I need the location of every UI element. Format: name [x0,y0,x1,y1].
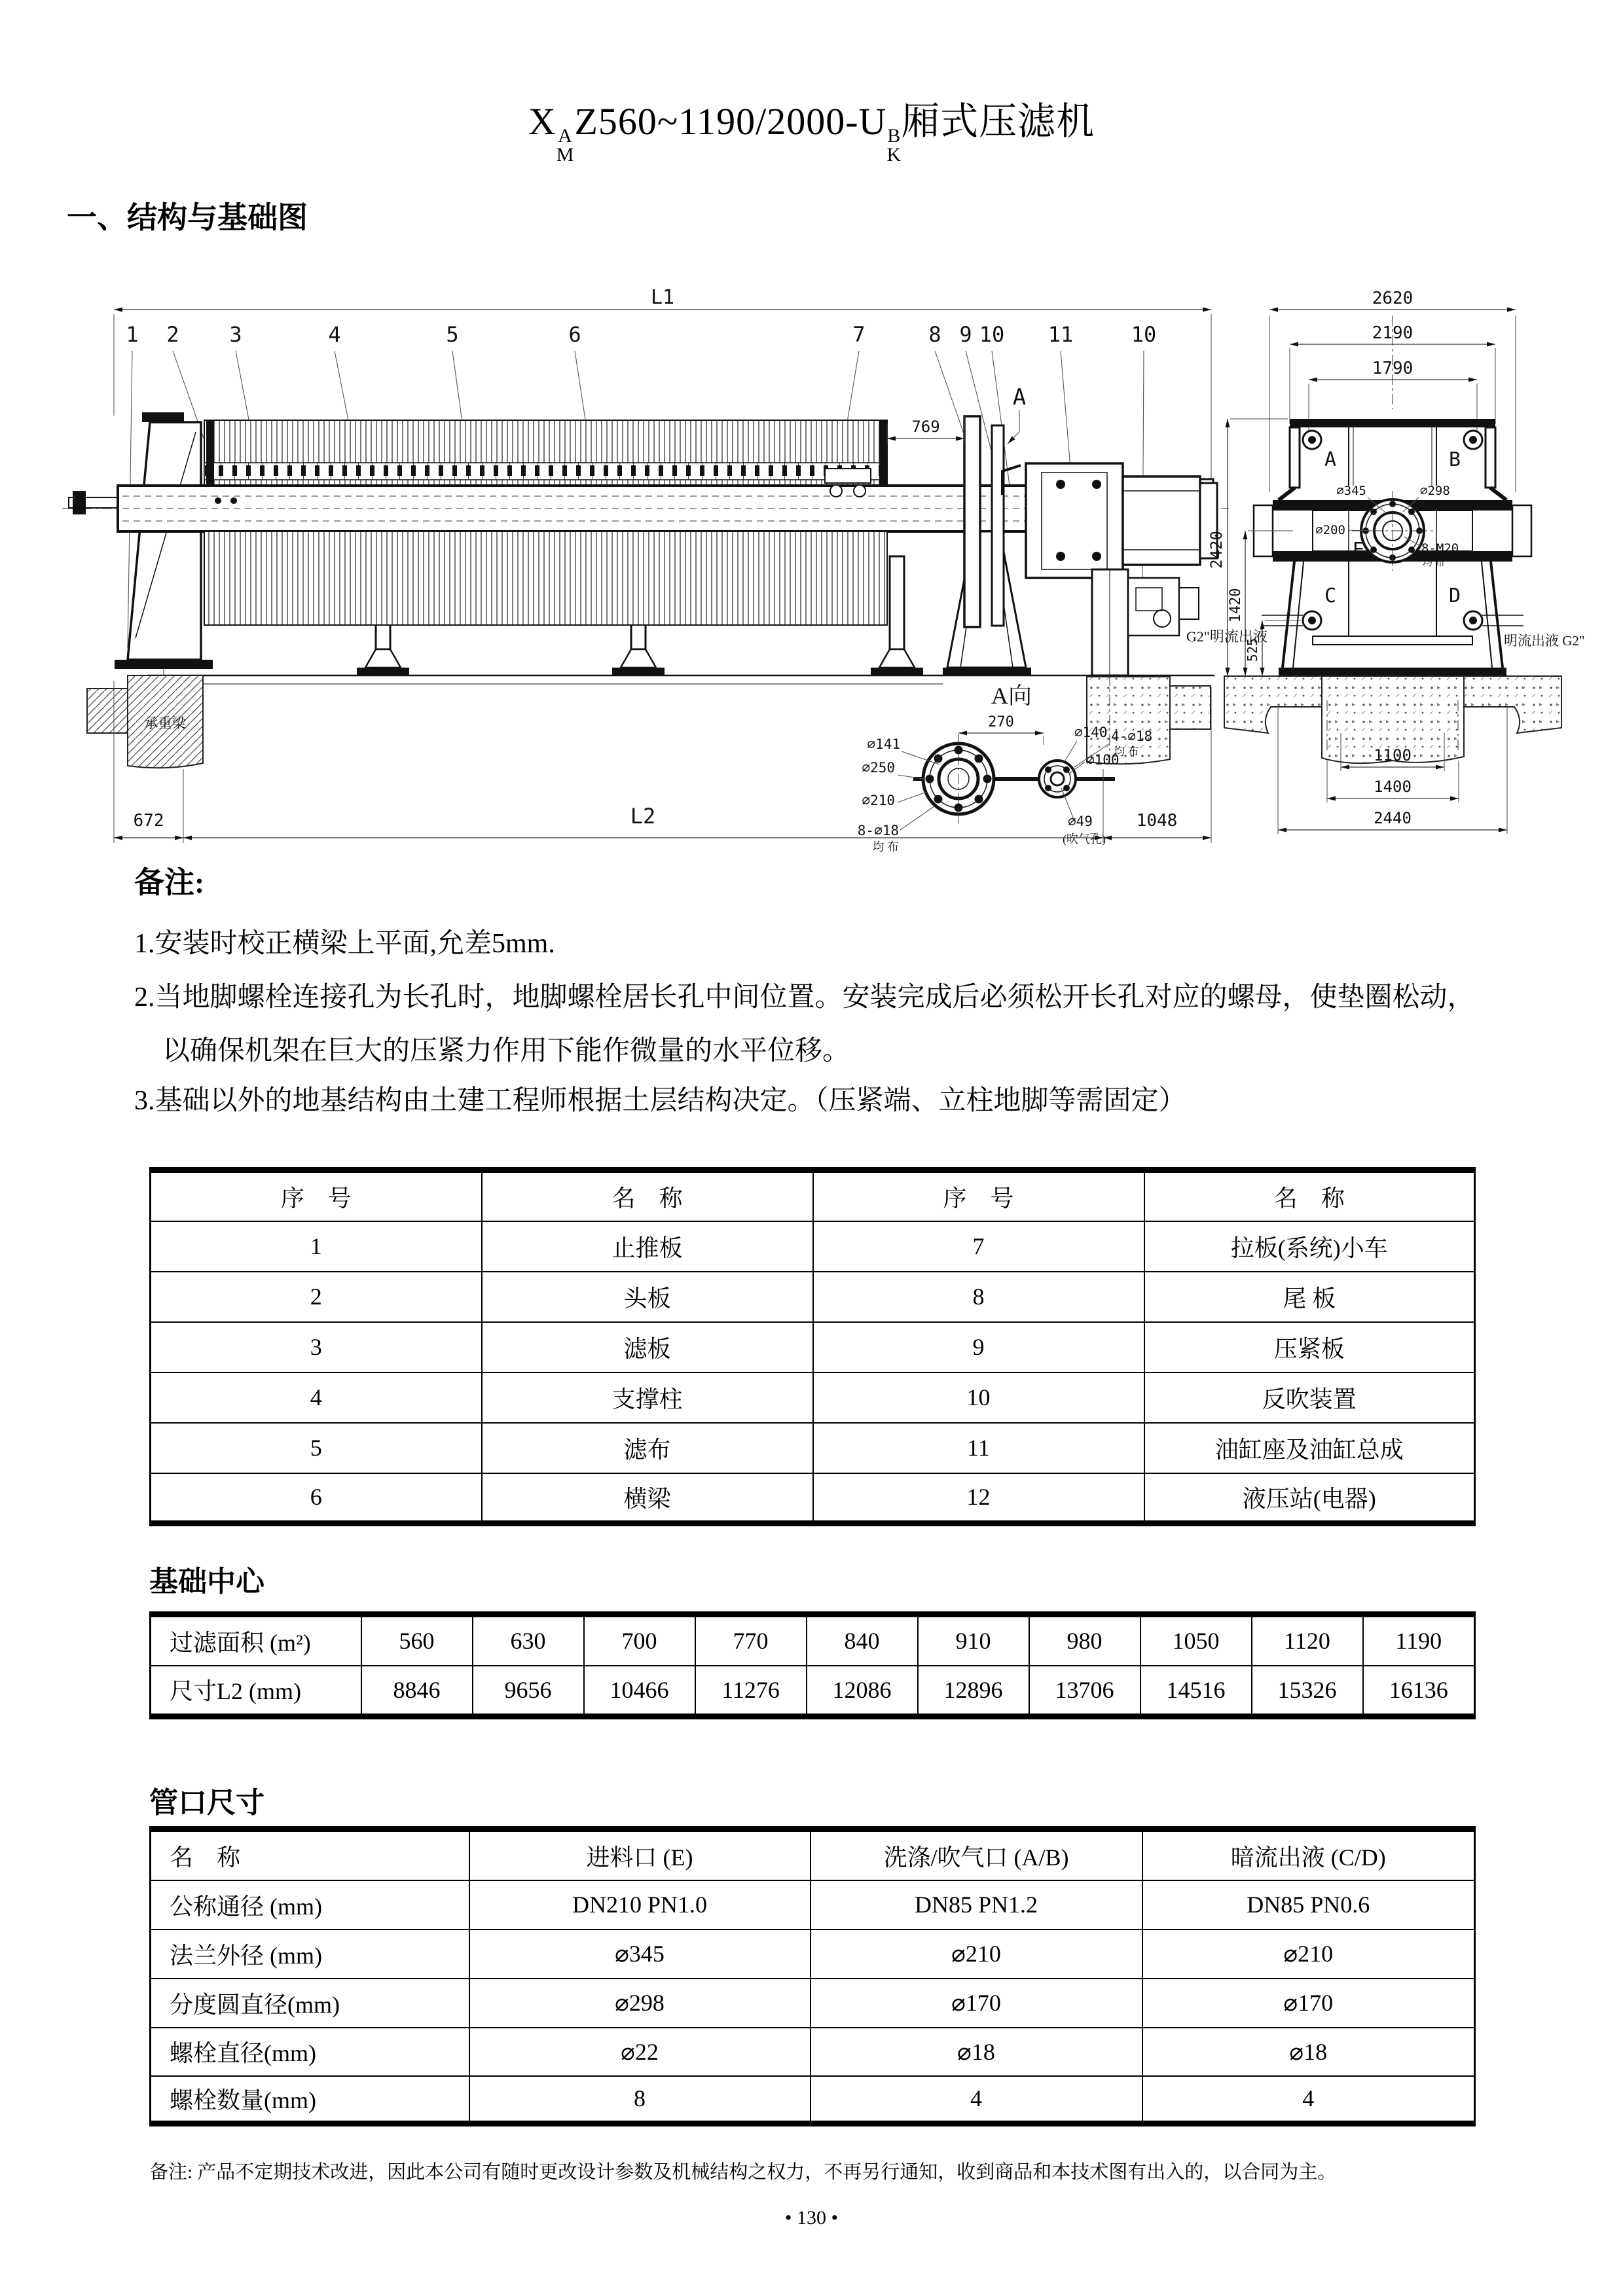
callout-6: 6 [568,322,581,347]
dim-2440: 2440 [1374,809,1412,827]
table-row: 4 支撑柱 10 反吹装置 [151,1372,1475,1423]
label-blow-hole: (吹气孔) [1063,833,1106,846]
title-model-prefix: X [528,100,556,143]
callout-1: 1 [126,322,139,347]
dim-d140: ⌀140 [1074,725,1108,740]
parts-col-no2: 序 号 [813,1170,1144,1221]
machine-side [69,412,1217,746]
callout-4: 4 [328,322,341,347]
foundation-table [149,1611,1476,1719]
dim-d100: ⌀100 [1086,752,1120,768]
label-even-e: 均 布 [1423,558,1445,568]
parts-table [149,1167,1476,1526]
table-row: 公称通径 (mm) DN210 PN1.0 DN85 PN1.2 DN85 PN0.6 [151,1880,1475,1929]
dim-525: 525 [1245,637,1260,662]
dim-l1: L1 [650,286,675,309]
dim-d200: ⌀200 [1315,523,1345,537]
l2-size-row: 尺寸L2 (mm) 8846 9656 10466 11276 12086 12896 13706 14516 15326 16136 [151,1666,1475,1717]
parts-col-no1: 序 号 [151,1170,482,1221]
dim-1420: 1420 [1228,588,1244,623]
dim-1048: 1048 [1136,811,1178,831]
dim-1100: 1100 [1374,746,1412,764]
parts-col-name1: 名 称 [482,1170,813,1221]
title-machine-name: 厢式压滤机 [902,100,1095,143]
table-row: 2 头板 8 尾 板 [151,1272,1475,1322]
callout-9: 9 [959,322,972,347]
g2-outlet-left-label: G2"明流出液 [1186,628,1267,645]
callout-10: 10 [979,322,1005,347]
side-bottom-dims [114,681,1211,843]
dim-672: 672 [133,811,164,831]
table-row: 5 滤布 11 油缸座及油缸总成 [151,1423,1475,1473]
note-2: 2.当地脚螺栓连接孔为长孔时，地脚螺栓居长孔中间位置。安装完成后必须松开长孔对应的螺母，使垫圈松动， [134,982,1475,1013]
structure-foundation-drawing [49,275,1623,870]
callout-11: 11 [1048,322,1074,347]
port-d: D [1448,584,1461,607]
callout-2: 2 [166,322,179,347]
callout-8: 8 [928,322,941,347]
dim-2420: 2420 [1207,531,1226,569]
pipes-heading: 管口尺寸 [149,1787,264,1819]
callout-5: 5 [446,322,459,347]
notes-heading: 备注: [134,866,205,899]
foundations-side [87,675,1214,768]
dim-769: 769 [911,418,940,436]
title-superscript-stack-2: B K [886,125,902,166]
pipes-col-feed: 进料口 (E) [469,1829,811,1880]
pipes-col-outlet: 暗流出液 (C/D) [1142,1829,1475,1880]
table-row: 6 横梁 12 液压站(电器) [151,1473,1475,1524]
table-row: 3 滤板 9 压紧板 [151,1322,1475,1372]
pipes-col-wash: 洗涤/吹气口 (A/B) [811,1829,1142,1880]
note-2-cont: 以确保机架在巨大的压紧力作用下能作微量的水平位移。 [162,1036,850,1066]
port-e: E [1352,539,1365,562]
view-a-label: A [1012,384,1027,410]
page-title [0,90,1623,164]
port-c: C [1324,584,1337,607]
table-row: 螺栓直径(mm) ⌀22 ⌀18 ⌀18 [151,2028,1475,2076]
dim-2190: 2190 [1372,323,1413,343]
callout-10b: 10 [1131,322,1157,347]
table-row: 螺栓数量(mm) 8 4 4 [151,2076,1475,2124]
dim-8-d18: 8-⌀18 [857,823,899,838]
parts-header-row [151,1170,1475,1221]
table-row: 法兰外径 (mm) ⌀345 ⌀210 ⌀210 [151,1929,1475,1979]
table-row: 1 止推板 7 拉板(系统)小车 [151,1221,1475,1272]
label-even-big: 均 布 [872,840,899,853]
title-model-mid: Z560~1190/2000-U [574,100,887,143]
dim-2620: 2620 [1372,289,1413,308]
bearing-beam-label: 承重梁 [144,715,186,731]
note-3: 3.基础以外的地基结构由土建工程师根据土层结构决定。（压紧端、立柱地脚等需固定） [134,1086,1186,1116]
pipes-table [149,1826,1476,2126]
foundation-heading: 基础中心 [149,1566,264,1598]
filter-area-row: 过滤面积 (m²) 560 630 700 770 840 910 980 1050 1120 1190 [151,1615,1475,1666]
dim-d250: ⌀250 [862,760,895,776]
footer-disclaimer: 备注: 产品不定期技术改进，因此本公司有随时更改设计参数及机械结构之权力，不再另行通知，收到商品和本技术图有出入的，以合同为主。 [149,2162,1337,2183]
dim-1790: 1790 [1372,359,1413,378]
filter-area-label: 过滤面积 (m²) [151,1615,361,1666]
dim-4-d18: 4-⌀18 [1111,728,1153,744]
l2-size-label: 尺寸L2 (mm) [151,1666,361,1717]
title-superscript-stack-1: A M [556,125,575,166]
label-even-small: 均 布 [1114,745,1139,758]
table-row: 分度圆直径(mm) ⌀298 ⌀170 ⌀170 [151,1979,1475,2028]
dim-d298: ⌀298 [1420,484,1450,498]
dim-8-m20: 8-M20 [1421,541,1459,556]
a-view-title: A向 [991,683,1032,709]
end-view [1207,289,1585,834]
dim-l2: L2 [630,804,656,829]
side-view [62,286,1267,853]
dim-d141: ⌀141 [867,736,900,752]
section-heading: 一、结构与基础图 [67,201,308,234]
dim-d345: ⌀345 [1336,484,1366,498]
port-b: B [1448,448,1461,471]
callout-3: 3 [229,322,242,347]
dim-1400: 1400 [1374,778,1412,796]
callout-numbers [126,322,1156,347]
pipes-col-name: 名 称 [151,1829,469,1880]
parts-col-name2: 名 称 [1144,1170,1475,1221]
port-a: A [1324,448,1337,471]
dim-d49: ⌀49 [1068,814,1093,829]
dim-270: 270 [988,714,1014,730]
note-1: 1.安装时校正横梁上平面,允差5mm. [134,929,555,959]
pipes-header-row [151,1829,1475,1880]
dim-d210: ⌀210 [862,793,895,808]
g2-outlet-right-label: 明流出液 G2" [1504,633,1585,649]
page-number: • 130 • [784,2207,838,2229]
callout-7: 7 [852,322,866,347]
